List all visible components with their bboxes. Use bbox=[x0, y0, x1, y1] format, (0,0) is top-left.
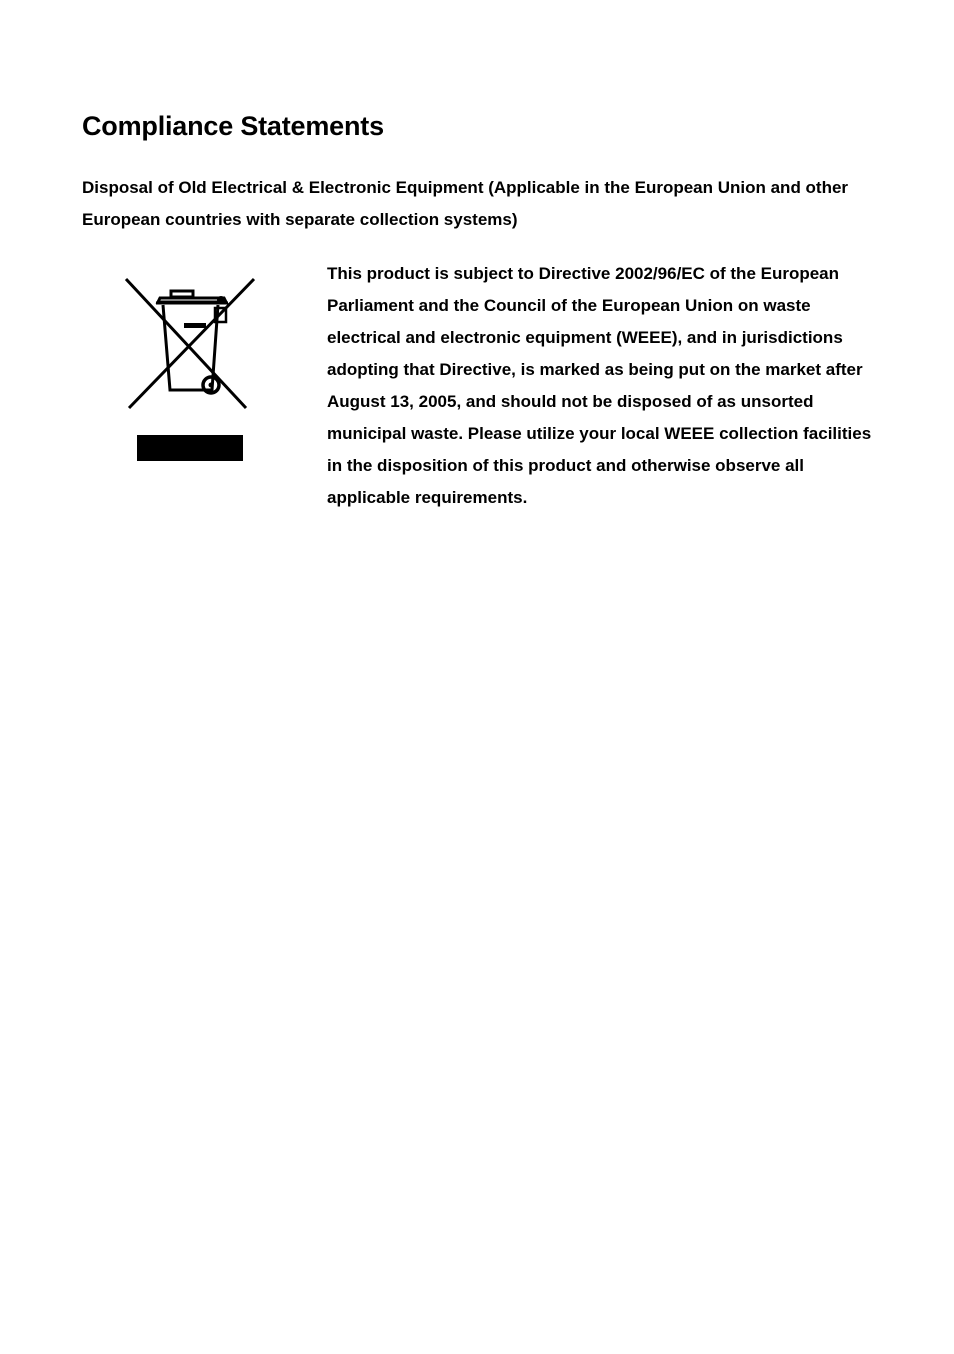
section-heading: Disposal of Old Electrical & Electronic Equipment (Applicable in the European Union and other European countries with separate collection systems) bbox=[82, 178, 849, 229]
page-title: Compliance Statements bbox=[82, 111, 384, 141]
weee-statement: This product is subject to Directive 2002/96/EC of the European Parliament and the Council of the European Union on waste electrical and electronic equipment (WEEE), and in jurisdictions adopting that Directive, is marked as being put on the market after August 13, 2005, and should not be disposed of as unsorted municipal waste. Please utilize your local WEEE collection facilities in the disposition of this product and otherwise observe all applicable requirements. bbox=[327, 264, 872, 507]
crossed-out-wheeled-bin-icon bbox=[120, 272, 260, 467]
